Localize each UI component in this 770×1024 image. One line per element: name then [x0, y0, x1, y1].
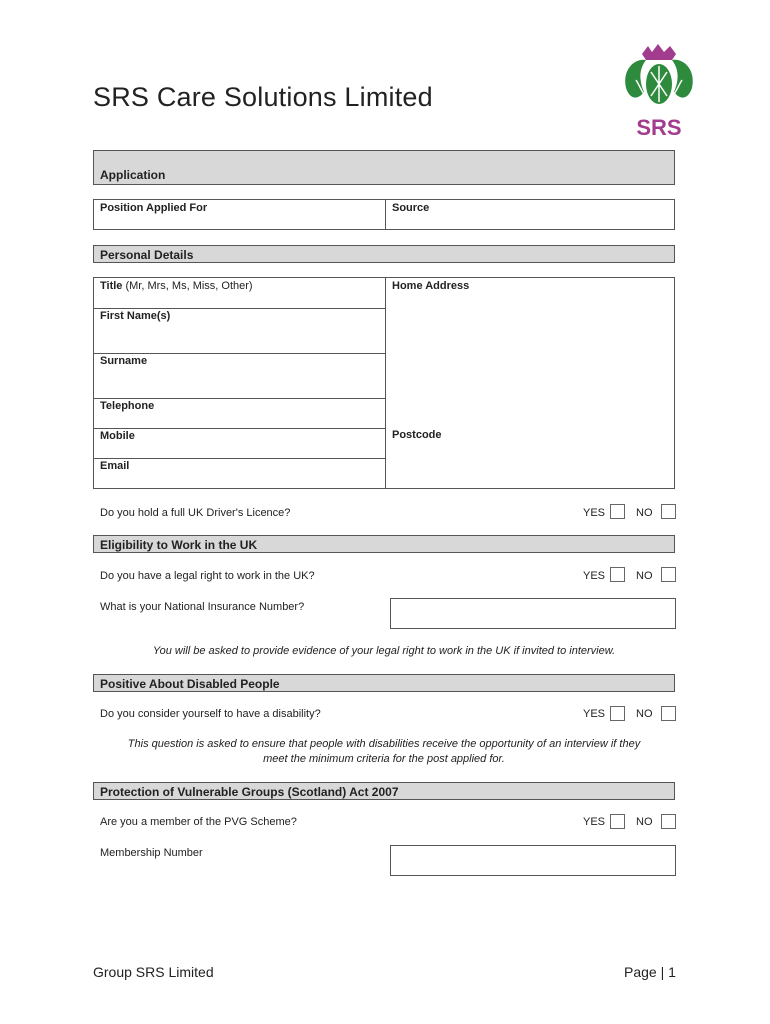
- right-to-work-question: Do you have a legal right to work in the UK?: [100, 570, 315, 582]
- divider: [93, 398, 385, 399]
- email-label: Email: [100, 460, 130, 472]
- first-name-label: First Name(s): [100, 310, 171, 322]
- ni-number-label: What is your National Insurance Number?: [100, 601, 305, 613]
- section-personal-details: [93, 245, 675, 263]
- postcode-field[interactable]: [386, 443, 674, 488]
- title-hint: (Mr, Mrs, Ms, Miss, Other): [125, 280, 253, 292]
- right-to-work-no-label: NO: [636, 570, 653, 582]
- mobile-field[interactable]: [94, 443, 384, 457]
- pvg-no-label: NO: [636, 816, 653, 828]
- section-heading: Personal Details: [100, 248, 194, 262]
- disability-note-line-2: meet the minimum criteria for the post applied for.: [263, 753, 505, 765]
- membership-number-field[interactable]: [390, 845, 676, 876]
- home-address-field[interactable]: [386, 294, 674, 424]
- right-to-work-no-checkbox[interactable]: [661, 567, 676, 582]
- telephone-field[interactable]: [94, 413, 384, 427]
- pvg-yes-checkbox[interactable]: [610, 814, 625, 829]
- licence-question: Do you hold a full UK Driver's Licence?: [100, 507, 291, 519]
- surname-label: Surname: [100, 355, 148, 367]
- section-heading: Protection of Vulnerable Groups (Scotland) Act 2007: [100, 785, 399, 799]
- title-label: Title: [100, 280, 123, 292]
- email-field[interactable]: [94, 473, 384, 488]
- divider: [93, 308, 385, 309]
- licence-yes-checkbox[interactable]: [610, 504, 625, 519]
- section-disabled-people: [93, 674, 675, 692]
- logo-text: SRS: [636, 115, 682, 140]
- section-heading: Application: [100, 168, 166, 182]
- postcode-label: Postcode: [392, 429, 442, 441]
- footer-company: Group SRS Limited: [93, 964, 214, 980]
- pvg-no-checkbox[interactable]: [661, 814, 676, 829]
- right-to-work-yes-checkbox[interactable]: [610, 567, 625, 582]
- pvg-yes-label: YES: [583, 816, 606, 828]
- source-field[interactable]: [386, 216, 674, 229]
- first-name-field[interactable]: [94, 324, 384, 352]
- membership-number-label: Membership Number: [100, 847, 203, 859]
- divider: [93, 458, 385, 459]
- disability-no-checkbox[interactable]: [661, 706, 676, 721]
- disability-yes-label: YES: [583, 708, 606, 720]
- pvg-question: Are you a member of the PVG Scheme?: [100, 816, 297, 828]
- title-field[interactable]: [94, 293, 384, 307]
- thistle-logo-icon: [618, 40, 700, 140]
- mobile-label: Mobile: [100, 430, 135, 442]
- footer-page-number: Page | 1: [624, 964, 676, 980]
- disability-note-line-1: This question is asked to ensure that people with disabilities receive the opportunity of an interview if they: [127, 738, 641, 750]
- disability-no-label: NO: [636, 708, 653, 720]
- divider: [93, 428, 385, 429]
- title-label-row: [100, 280, 253, 292]
- licence-yes-label: YES: [583, 507, 606, 519]
- disability-yes-checkbox[interactable]: [610, 706, 625, 721]
- section-heading: Eligibility to Work in the UK: [100, 538, 258, 552]
- ni-number-field[interactable]: [390, 598, 676, 629]
- eligibility-note: You will be asked to provide evidence of your legal right to work in the UK if invited to interview.: [152, 645, 616, 657]
- page-title: SRS Care Solutions Limited: [93, 82, 433, 112]
- position-applied-label: Position Applied For: [100, 202, 208, 214]
- source-label: Source: [392, 202, 430, 214]
- section-heading: Positive About Disabled People: [100, 677, 280, 691]
- telephone-label: Telephone: [100, 400, 155, 412]
- srs-logo: [618, 40, 700, 140]
- licence-no-label: NO: [636, 507, 653, 519]
- position-applied-field[interactable]: [94, 216, 384, 229]
- section-application: [93, 150, 675, 185]
- section-pvg: [93, 782, 675, 800]
- right-to-work-yes-label: YES: [583, 570, 606, 582]
- surname-field[interactable]: [94, 369, 384, 397]
- licence-no-checkbox[interactable]: [661, 504, 676, 519]
- disability-question: Do you consider yourself to have a disability?: [100, 708, 321, 720]
- divider: [93, 353, 385, 354]
- home-address-label: Home Address: [392, 280, 470, 292]
- section-eligibility: [93, 535, 675, 553]
